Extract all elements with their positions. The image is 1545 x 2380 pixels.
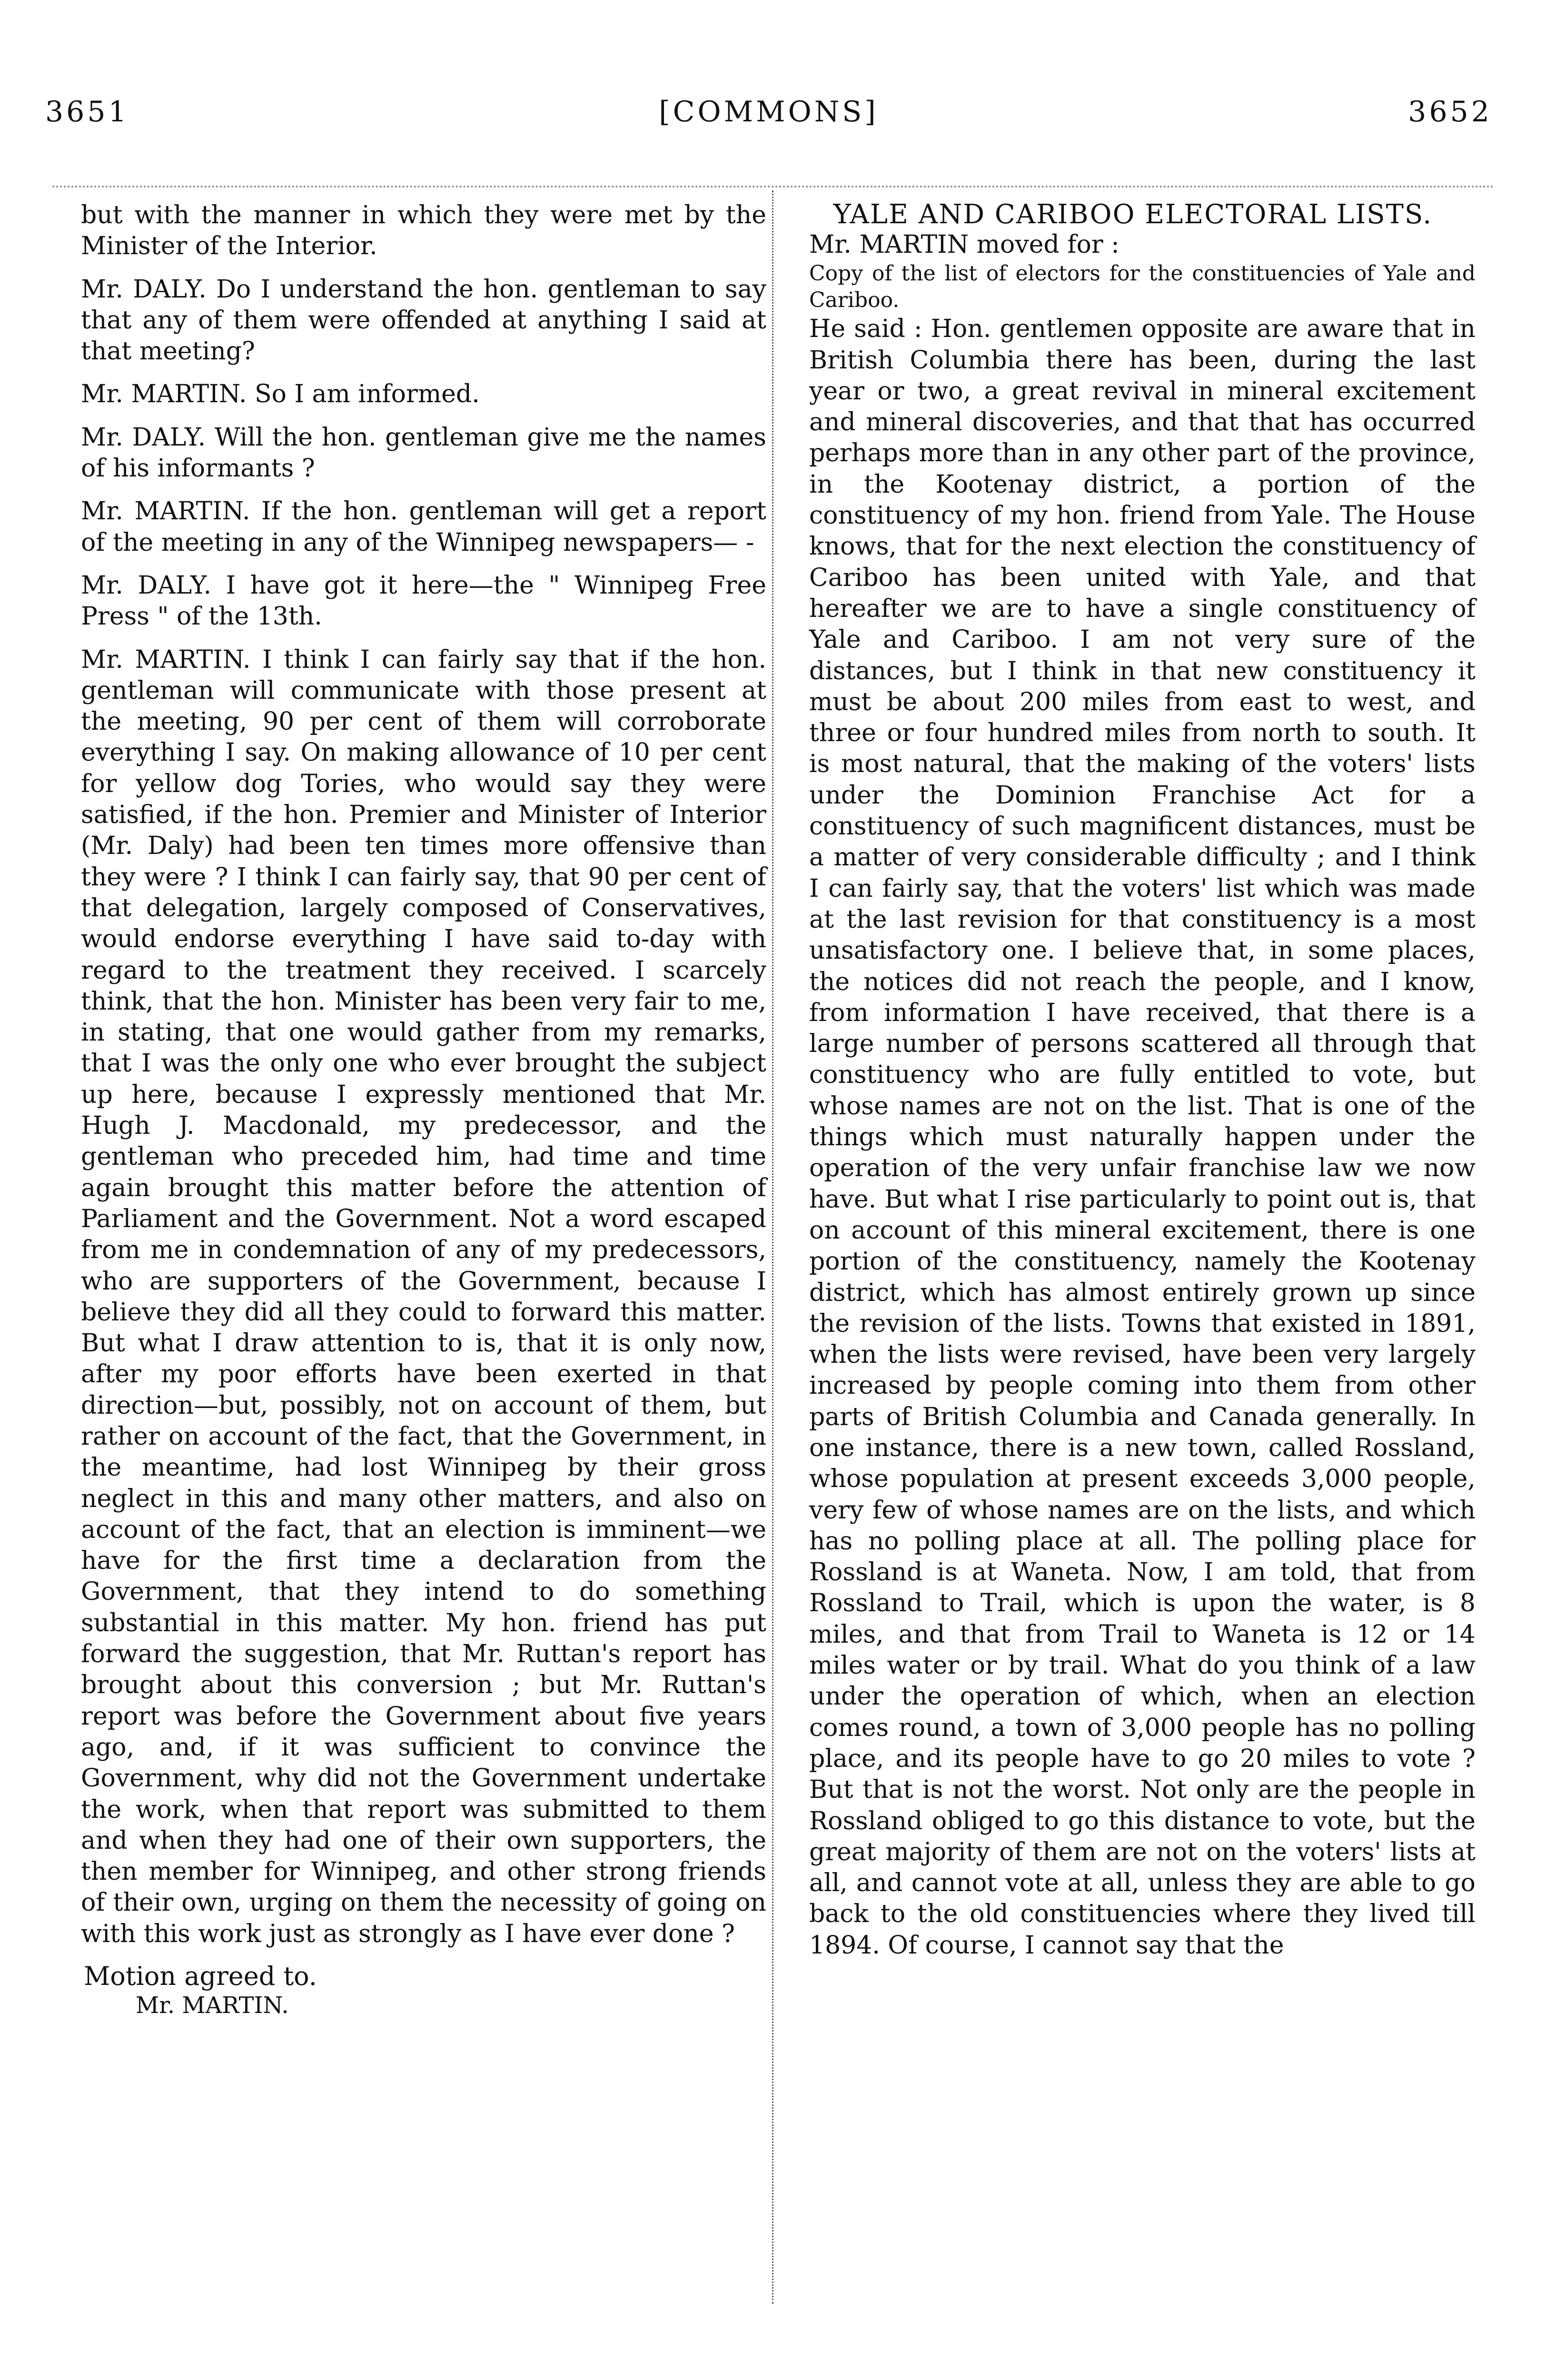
paragraph: but with the manner in which they were met by the Minister of the Interior.	[81, 201, 766, 261]
page-header	[45, 95, 1492, 138]
left-page-number: 3651	[45, 95, 129, 129]
running-title: [COMMONS]	[659, 95, 879, 129]
motion-moved: Mr. MARTIN moved for :	[809, 230, 1119, 259]
motion-result: Motion agreed to.	[84, 1961, 317, 1992]
paragraph: Mr. DALY. Will the hon. gentleman give me the names of his informants ?	[81, 423, 766, 483]
header-rule	[52, 186, 1495, 188]
left-column	[81, 200, 766, 2020]
right-page-number: 3652	[1408, 95, 1492, 129]
paragraph: Mr. MARTIN. I think I can fairly say that if the hon. gentleman will communicate with those present at the meeting, 90 per cent of them will corroborate everything I say. On making allowance of 10 per cent for yellow dog Tories, who would say they were satisfied, if the hon. Premier and Minister of Interior (Mr. Daly) had been ten times more offensive than they were ? I think I can fairly say, that 90 per cent of that delegation, largely composed of Conservatives, would endorse everything I have said to-day with regard to the treatment they received. I scarcely think, that the hon. Minister has been very fair to me, in stating, that one would gather from my remarks, that I was the only one who ever brought the subject up here, because I expressly mentioned that Mr. Hugh J. Macdonald, my predecessor, and the gentleman who preceded him, had time and time again brought this matter before the attention of Parliament and the Government. Not a word escaped from me in condemnation of any of my predecessors, who are supporters of the Government, because I believe they did all they could to forward this matter. But what I draw attention to is, that it is only now, after my poor efforts have been exerted in that direction—but, possibly, not on account of them, but rather on account of the fact, that the Government, in the meantime, had lost Winnipeg by their gross neglect in this and many other matters, and also on account of the fact, that an election is imminent—we have for the first time a declaration from the Government, that they intend to do something substantial in this matter. My hon. friend has put forward the suggestion, that Mr. Ruttan's report has brought about this conversion ; but Mr. Ruttan's report was before the Government about five years ago, and, if it was sufficient to convince the Government, why did not the Government undertake the work, when that report was submitted to them and when they had one of their own supporters, the then member for Winnipeg, and other strong friends of their own, urging on them the necessity of going on with this work just as strongly as I have ever done ?	[81, 645, 766, 1948]
speech-paragraph: He said : Hon. gentlemen opposite are aware that in British Columbia there has been, during the last year or two, a great revival in mineral excitement and mineral discoveries, and that that has occurred perhaps more than in any other part of the province, in the Kootenay district, a portion of the constituency of my hon. friend from Yale. The House knows, that for the next election the constituency of Cariboo has been united with Yale, and that hereafter we are to have a single constituency of Yale and Cariboo. I am not very sure of the distances, but I think in that new constituency it must be about 200 miles from east to west, and three or four hundred miles from north to south. It is most natural, that the making of the voters' lists under the Dominion Franchise Act for a constituency of such magnificent distances, must be a matter of very considerable difficulty ; and I think I can fairly say, that the voters' list which was made at the last revision for that constituency is a most unsatisfactory one. I believe that, in some places, the notices did not reach the people, and I know, from information I have received, that there is a large number of persons scattered all through that constituency who are fully entitled to vote, but whose names are not on the list. That is one of the things which must naturally happen under the operation of the very unfair franchise law we now have. But what I rise particularly to point out is, that on account of this mineral excitement, there is one portion of the constituency, namely the Kootenay district, which has almost entirely grown up since the revision of the lists. Towns that existed in 1891, when the lists were revised, have been very largely increased by people coming into them from other parts of British Columbia and Canada generally. In one instance, there is a new town, called Rossland, whose population at present exceeds 3,000 people, very few of whose names are on the lists, and which has no polling place at all. The polling place for Rossland is at Waneta. Now, I am told, that from Rossland to Trail, which is upon the water, is 8 miles, and that from Trail to Waneta is 12 or 14 miles water or by trail. What do you think of a law under the operation of which, when an election comes round, a town of 3,000 people has no polling place, and its people have to go 20 miles to vote ? But that is not the worst. Not only are the people in Rossland obliged to go this distance to vote, but the great majority of them are not on the voters' lists at all, and cannot vote at all, unless they are able to go back to the old constituencies where they lived till 1894. Of course, I cannot say that the	[809, 315, 1476, 1960]
section-title: YALE AND CARIBOO ELECTORAL LISTS.	[833, 199, 1433, 230]
column-divider	[772, 190, 773, 2304]
paragraph: Mr. MARTIN. So I am informed.	[81, 380, 480, 409]
paragraph: Mr. MARTIN. If the hon. gentleman will get a report of the meeting in any of the Winnipeg newspapers— -	[81, 497, 766, 557]
right-column	[790, 200, 1476, 1961]
next-speaker: Mr. MARTIN.	[136, 1992, 289, 2019]
paragraph: Mr. DALY. Do I understand the hon. gentleman to say that any of them were offended at anything I said at that meeting?	[81, 275, 766, 366]
motion-quote: Copy of the list of electors for the constituencies of Yale and Cariboo.	[809, 261, 1476, 313]
paragraph: Mr. DALY. I have got it here—the " Winnipeg Free Press " of the 13th.	[81, 571, 766, 631]
